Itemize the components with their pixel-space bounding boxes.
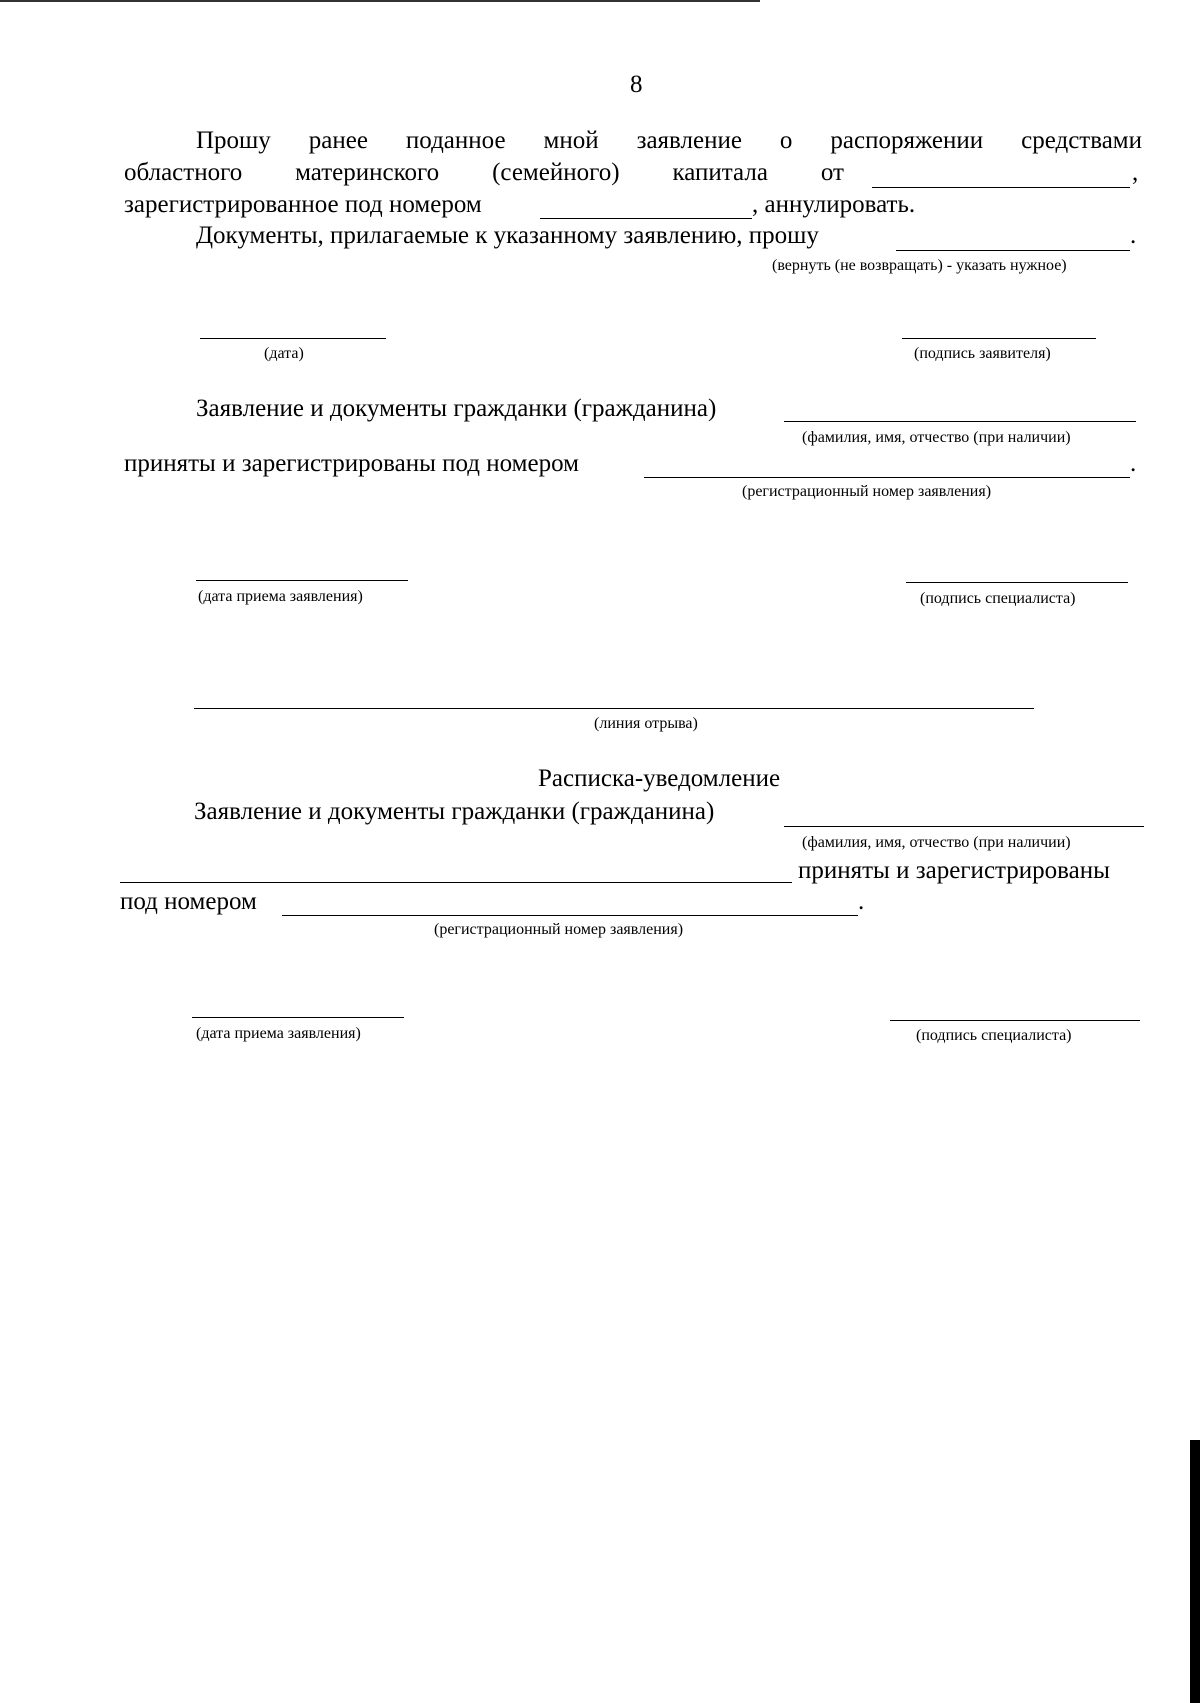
receipt-title: Расписка-уведомление — [538, 765, 781, 792]
registration-signature-line[interactable] — [906, 582, 1128, 583]
tear-line — [194, 708, 1034, 709]
word: областного — [124, 159, 243, 186]
word: средствами — [1021, 127, 1142, 154]
request-line-4-start: Документы, прилагаемые к указанному заявлению, прошу — [196, 222, 819, 249]
registration-date-line[interactable] — [196, 580, 408, 581]
registration-number-hint: (регистрационный номер заявления) — [742, 483, 992, 500]
applicant-signature-label: (подпись заявителя) — [914, 345, 1051, 362]
receipt-date-line[interactable] — [192, 1017, 404, 1018]
registration-date-label: (дата приема заявления) — [198, 588, 363, 605]
registration-accepted: приняты и зарегистрированы под номером — [124, 450, 579, 477]
request-line-3-start: зарегистрированное под номером — [124, 191, 482, 218]
word: (семейного) — [492, 159, 620, 186]
word: капитала — [672, 159, 768, 186]
registration-signature-label: (подпись специалиста) — [920, 590, 1076, 607]
registration-fio-hint: (фамилия, имя, отчество (при наличии) — [802, 429, 1071, 446]
applicant-date-line[interactable] — [200, 338, 386, 339]
word: материнского — [295, 159, 440, 186]
receipt-number-hint: (регистрационный номер заявления) — [434, 921, 684, 938]
page-number: 8 — [630, 71, 643, 98]
scan-artifact-top — [0, 0, 760, 2]
request-line-2 — [124, 158, 844, 188]
previous-number-blank[interactable] — [540, 218, 752, 219]
registration-fio-blank[interactable] — [784, 421, 1136, 422]
receipt-accepted: приняты и зарегистрированы — [798, 857, 1110, 884]
request-line-2-comma: , — [1132, 159, 1139, 186]
receipt-signature-line[interactable] — [890, 1020, 1140, 1021]
receipt-date-label: (дата приема заявления) — [196, 1025, 361, 1042]
receipt-fio-blank[interactable] — [784, 826, 1144, 827]
word: Прошу — [196, 127, 271, 154]
registration-end: . — [1130, 450, 1137, 477]
registration-number-blank[interactable] — [644, 477, 1130, 478]
word: ранее — [308, 127, 368, 154]
receipt-number-blank[interactable] — [282, 915, 858, 916]
receipt-signature-label: (подпись специалиста) — [916, 1027, 1072, 1044]
word: распоряжении — [830, 127, 984, 154]
word: поданное — [405, 127, 506, 154]
tear-line-label: (линия отрыва) — [594, 715, 698, 732]
word: заявление — [636, 127, 742, 154]
receipt-fio-continuation-blank[interactable] — [120, 882, 792, 883]
applicant-date-label: (дата) — [264, 345, 304, 362]
registration-intro: Заявление и документы гражданки (гражданина) — [196, 395, 717, 422]
receipt-end: . — [858, 888, 865, 915]
receipt-fio-hint: (фамилия, имя, отчество (при наличии) — [802, 834, 1071, 851]
receipt-under-number: под номером — [120, 888, 257, 915]
request-line-3-end: , аннулировать. — [752, 191, 916, 218]
word: о — [779, 127, 793, 154]
request-line-4-end: . — [1130, 222, 1137, 249]
return-choice-blank[interactable] — [896, 250, 1130, 251]
from-date-blank[interactable] — [872, 187, 1130, 188]
word: от — [820, 159, 844, 186]
scan-artifact-right — [1190, 1440, 1200, 1703]
applicant-signature-line[interactable] — [902, 338, 1096, 339]
receipt-intro: Заявление и документы гражданки (гражданина) — [194, 798, 715, 825]
word: мной — [543, 127, 599, 154]
request-line-1 — [196, 126, 1142, 156]
return-choice-hint: (вернуть (не возвращать) - указать нужное) — [772, 257, 1067, 274]
